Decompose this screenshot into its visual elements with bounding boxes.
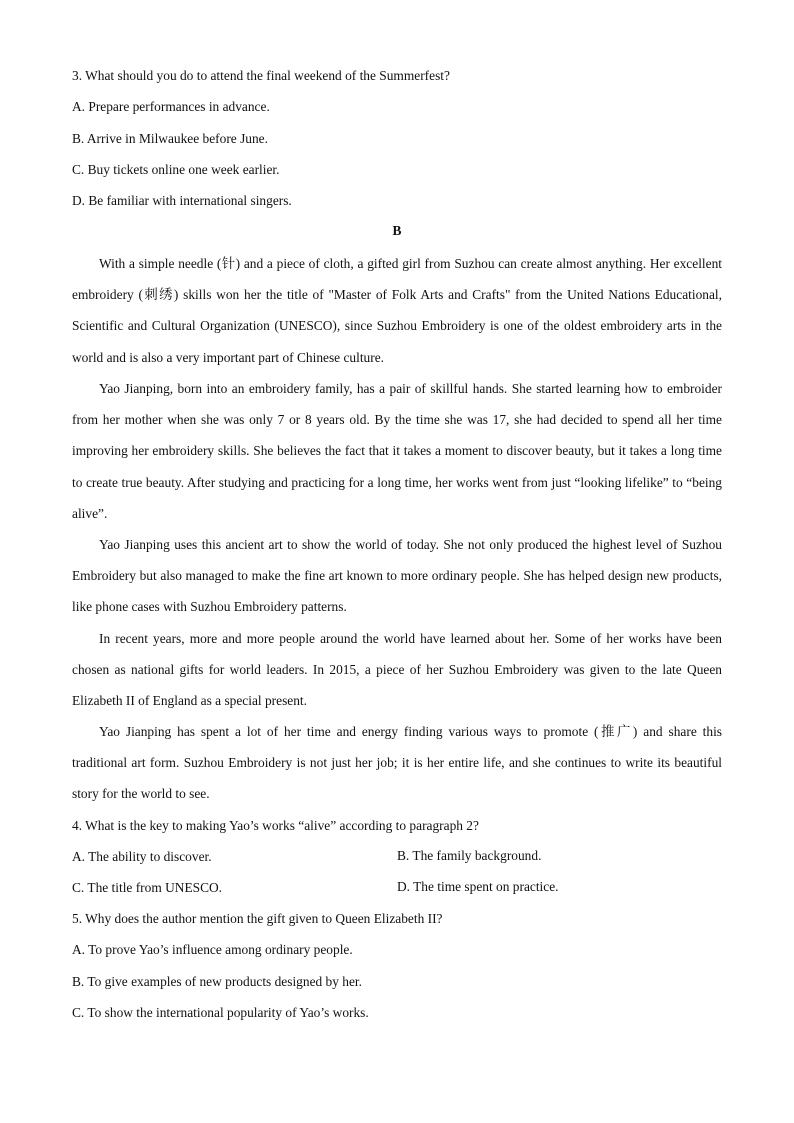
paragraph-1: With a simple needle (针) and a piece of cloth, a gifted girl from Suzhou can create almost anything. Her excellent embroidery (刺绣) skills won her the title of "Master of Folk Arts and Crafts" from the United Nations Educational, Scientific and Cultural Organization (UNESCO), since Suzhou Embroidery is one of the oldest embroidery arts in the world and is also a very important part of Chinese culture. (72, 256, 722, 365)
q5-option-a: A. To prove Yao’s influence among ordinary people. (72, 942, 353, 957)
q3-option-d: D. Be familiar with international singers. (72, 193, 292, 208)
question-4: 4. What is the key to making Yao’s works “alive” according to paragraph 2? (72, 818, 479, 833)
q5-option-c: C. To show the international popularity of Yao’s works. (72, 1005, 369, 1020)
q3-option-b: B. Arrive in Milwaukee before June. (72, 131, 268, 146)
paragraph-2: Yao Jianping, born into an embroidery family, has a pair of skillful hands. She started learning how to embroider from her mother when she was only 7 or 8 years old. By the time she was 17, she had decided to spend all her time improving her embroidery skills. She believes the fact that it takes a moment to discover beauty, but it takes a long time to create true beauty. After studying and practicing for a long time, her works went from just “looking lifelike” to “being alive”. (72, 381, 722, 521)
paragraph-3: Yao Jianping uses this ancient art to show the world of today. She not only produced the highest level of Suzhou Embroidery but also managed to make the fine art known to more ordinary people. She has helped design new products, like phone cases with Suzhou Embroidery patterns. (72, 537, 722, 615)
paragraph-5: Yao Jianping has spent a lot of her time and energy finding various ways to promote (推广) and share this traditional art form. Suzhou Embroidery is not just her job; it is her entire life, and she continues to write its beautiful story for the world to see. (72, 724, 722, 802)
question-5: 5. Why does the author mention the gift given to Queen Elizabeth II? (72, 911, 443, 926)
paragraph-4: In recent years, more and more people around the world have learned about her. Some of her works have been chosen as national gifts for world leaders. In 2015, a piece of her Suzhou Embroidery was given to the late Queen Elizabeth II of England as a special present. (72, 631, 722, 709)
q4-option-b: B. The family background. (397, 848, 542, 863)
question-3: 3. What should you do to attend the final weekend of the Summerfest? (72, 68, 450, 83)
q4-option-c: C. The title from UNESCO. (72, 880, 223, 895)
q4-option-d: D. The time spent on practice. (397, 879, 559, 894)
q5-option-b: B. To give examples of new products designed by her. (72, 974, 363, 989)
q3-option-c: C. Buy tickets online one week earlier. (72, 162, 280, 177)
section-heading: B (392, 223, 402, 238)
q3-option-a: A. Prepare performances in advance. (72, 99, 270, 114)
q4-option-a: A. The ability to discover. (72, 849, 212, 864)
